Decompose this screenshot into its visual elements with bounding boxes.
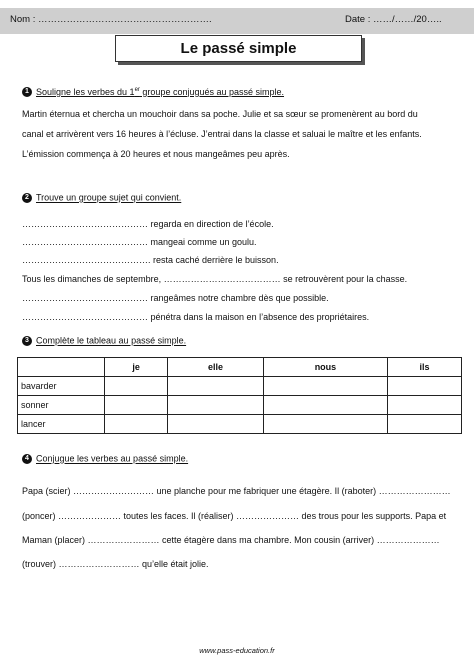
exercise-4-line: (trouver) ……………………… qu’elle était jolie. [22,559,209,569]
table-row [18,377,462,396]
exercise-2-line: …………………………………… rangeâmes notre chambre dès que possible. [22,293,329,303]
exercise-3-instruction-text: Complète le tableau au passé simple. [36,335,187,346]
footer-website: www.pass-education.fr [199,646,275,655]
exercise-2-number-badge: 2 [22,193,32,203]
conjugation-table [17,357,462,434]
table-answer-cell[interactable] [263,377,387,396]
exercise-1-instruction-post: groupe conjugués au passé simple. [139,86,285,97]
date-field-label: Date : ……/……/20….. [345,14,442,25]
table-corner-cell [18,358,105,377]
exercise-4-number-badge: 4 [22,454,32,464]
table-header-nous: nous [263,358,387,377]
title-box [115,35,362,62]
exercise-3-number-badge: 3 [22,336,32,346]
exercise-3-instruction [22,335,186,346]
exercise-2-line: Tous les dimanches de septembre, ………………………………… se retrouvèrent pour la chasse. [22,274,408,284]
table-header-elle: elle [168,358,264,377]
table-answer-cell[interactable] [263,415,387,434]
exercise-2-line: …………………………………… pénétra dans la maison en l’absence des propriétaires. [22,312,370,322]
page-title: Le passé simple [180,40,297,57]
exercise-1-number-badge: 1 [22,87,32,97]
exercise-2-line: ……………………………………. resta caché derrière le buisson. [22,255,279,265]
exercise-1-instruction [22,86,284,97]
table-answer-cell[interactable] [387,377,461,396]
table-answer-cell[interactable] [168,377,264,396]
table-answer-cell[interactable] [168,415,264,434]
exercise-2-instruction [22,192,181,203]
exercise-4-line: Papa (scier) ……………………… une planche pour me fabriquer une étagère. Il (raboter) …………………… [22,486,451,496]
name-field-label: Nom : ………………………………………………. [10,14,212,25]
table-header-ils: ils [387,358,461,377]
table-row [18,415,462,434]
table-answer-cell[interactable] [387,415,461,434]
table-header-row [18,358,462,377]
table-answer-cell[interactable] [105,396,168,415]
exercise-4-line: Maman (placer) …………………… cette étagère dans ma chambre. Mon cousin (arriver) ………………… [22,535,440,545]
table-answer-cell[interactable] [387,396,461,415]
table-answer-cell[interactable] [168,396,264,415]
exercise-1-instruction-sup: er [134,86,140,93]
exercise-2-line: …………………………………… regarda en direction de l’école. [22,219,274,229]
table-answer-cell[interactable] [105,415,168,434]
table-verb-cell: sonner [18,396,105,415]
table-row [18,396,462,415]
table-verb-cell: bavarder [18,377,105,396]
table-answer-cell[interactable] [105,377,168,396]
exercise-2-line: …………………………………… mangeai comme un goulu. [22,237,257,247]
exercise-1-instruction-pre: Souligne les verbes du 1 [36,86,135,97]
table-header-je: je [105,358,168,377]
exercise-2-instruction-text: Trouve un groupe sujet qui convient. [36,192,182,203]
exercise-4-instruction [22,453,188,464]
header-bar [0,8,474,34]
exercise-1-line: L’émission commença à 20 heures et nous mangeâmes peu après. [22,149,290,159]
exercise-4-line: (poncer) ………………… toutes les faces. Il (réaliser) ………………… des trous pour les supports. Papa et [22,511,447,521]
exercise-4-instruction-text: Conjugue les verbes au passé simple. [36,453,189,464]
exercise-1-line: Martin éternua et chercha un mouchoir dans sa poche. Julie et sa sœur se promenèrent au bord du [22,109,418,119]
exercise-1-line: canal et arrivèrent vers 16 heures à l’écluse. J’entrai dans la classe et saluai le maître et les enfants. [22,129,422,139]
table-answer-cell[interactable] [263,396,387,415]
table-verb-cell: lancer [18,415,105,434]
exercise-1-instruction-text [36,87,284,97]
